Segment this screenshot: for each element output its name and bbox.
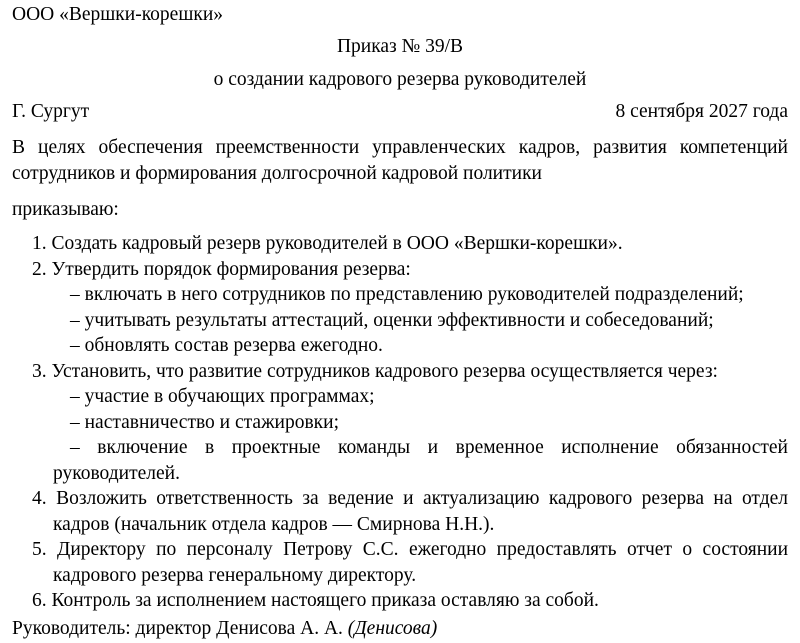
preamble-text: В целях обеспечения преемственности управленческих кадров, развития компетенций сотрудников и формирования долгосрочной кадровой политики	[12, 137, 788, 184]
order-item-4	[12, 486, 788, 537]
item-text: Утвердить порядок формирования резерва:	[51, 258, 411, 280]
order-item-2	[12, 257, 788, 283]
order-subitem-2-2: – учитывать результаты аттестаций, оценки эффективности и собеседований;	[70, 309, 714, 331]
order-items-list	[12, 231, 788, 614]
city-date-row	[12, 99, 788, 125]
company-name: ООО «Вершки-корешки»	[12, 4, 224, 25]
order-item-3	[12, 359, 788, 385]
item-text: Контроль за исполнением настоящего приказа оставляю за собой.	[51, 590, 599, 611]
date-label: 8 сентября 2027 года	[615, 101, 788, 122]
document-title: Приказ № 39/В	[336, 36, 464, 57]
document-subtitle: о создании кадрового резерва руководителей	[213, 69, 587, 90]
item-number: 4.	[32, 488, 47, 509]
order-item-5	[12, 537, 788, 588]
item-number: 3.	[32, 360, 47, 382]
item-text: Директору по персоналу Петрову С.С. ежегодно предоставлять отчет о состоянии кадрового резерва генеральному директору.	[53, 539, 789, 586]
item-text: Возложить ответственность за ведение и актуализацию кадрового резерва на отдел кадров (начальник отдела кадров — Смирнова Н.Н.).	[53, 488, 789, 535]
item-number: 6.	[32, 590, 47, 611]
order-subitem-3-3: – включение в проектные команды и временное исполнение обязанностей руководителей.	[53, 437, 788, 484]
item-number: 1.	[32, 233, 47, 254]
order-subitem-3-1: – участие в обучающих программах;	[70, 386, 375, 407]
item-text: Установить, что развитие сотрудников кадрового резерва осуществляется через:	[51, 360, 718, 382]
signature-line	[12, 616, 788, 642]
order-subitem-3-2: – наставничество и стажировки;	[70, 411, 340, 433]
order-subitem-2-1: – включать в него сотрудников по представлению руководителей подразделений;	[70, 284, 744, 305]
signature-name: (Денисова)	[347, 617, 438, 639]
city-label: Г. Сургут	[12, 101, 90, 122]
order-word: приказываю:	[12, 199, 119, 220]
signature-label: Руководитель: директор Денисова А. А.	[12, 617, 343, 639]
order-item-6	[12, 588, 788, 614]
item-text: Создать кадровый резерв руководителей в ООО «Вершки-корешки».	[51, 233, 623, 254]
order-item-1	[12, 231, 788, 257]
item-number: 2.	[32, 258, 47, 280]
item-number: 5.	[32, 539, 47, 560]
order-subitem-2-3: – обновлять состав резерва ежегодно.	[70, 335, 383, 356]
